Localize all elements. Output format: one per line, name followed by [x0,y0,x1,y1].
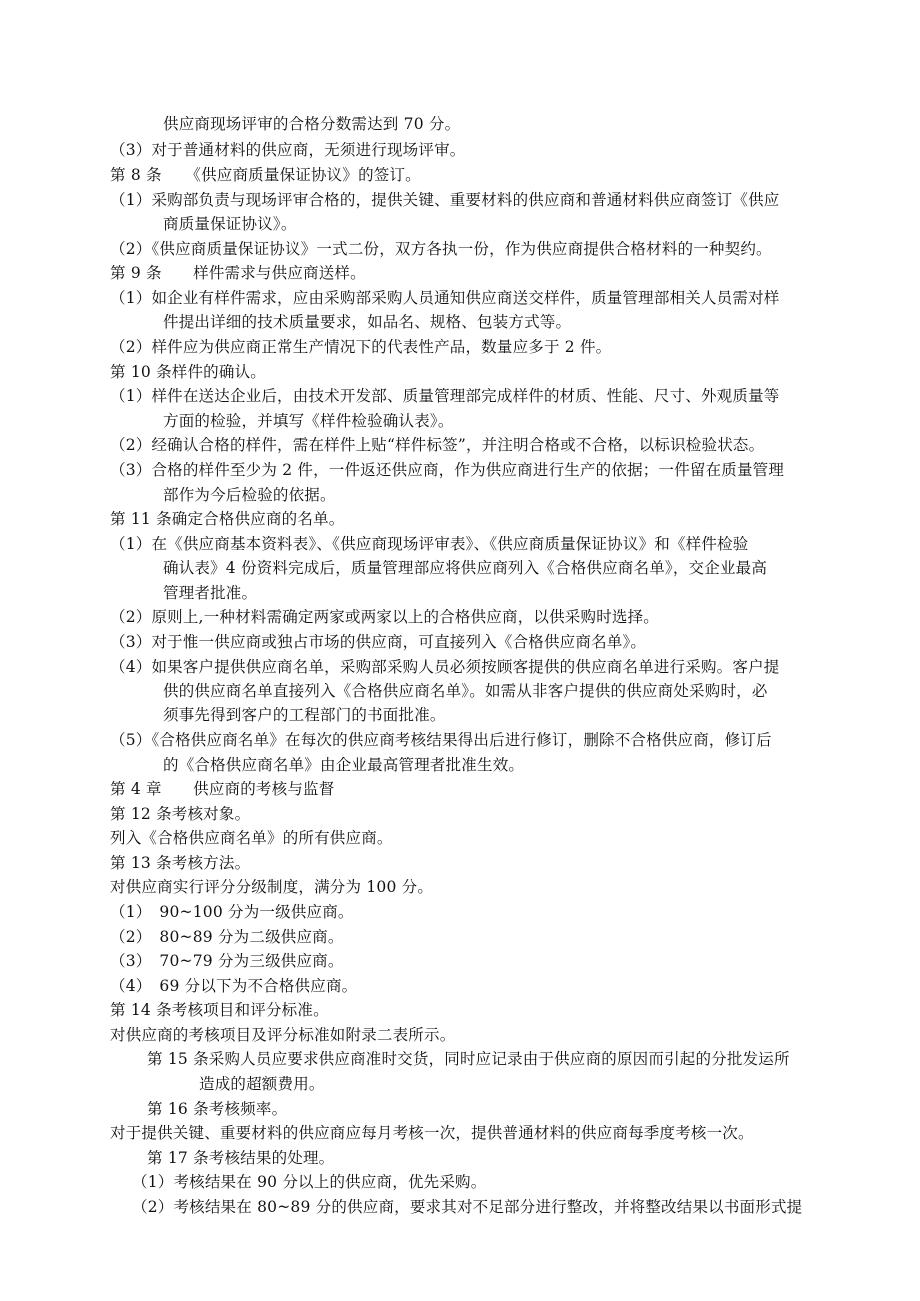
list-item: （3） 70~79 分为三级供应商。 [110,952,344,970]
list-item: （2） 80~89 分为二级供应商。 [110,928,344,946]
text-line: （1）在《供应商基本资料表》、《供应商现场评审表》、《供应商质量保证协议》和《样件检验 [110,535,749,553]
list-item: （1）考核结果在 90 分以上的供应商，优先采购。 [132,1173,487,1191]
section-heading: 第 11 条确定合格供应商的名单。 [110,510,345,528]
text-line: （1）采购部负责与现场评审合格的，提供关键、重要材料的供应商和普通材料供应商签订《供应 [110,191,780,209]
text-line: 对供应商实行评分分级制度，满分为 100 分。 [110,878,434,896]
text-line: （2）经确认合格的样件，需在样件上贴“样件标签”，并注明合格或不合格，以标识检验状态。 [110,436,765,454]
text-line: 对供应商的考核项目及评分标准如附录二表所示。 [110,1026,456,1044]
list-item: （4） 69 分以下为不合格供应商。 [110,977,358,995]
text-line: 方面的检验，并填写《样件检验确认表》。 [163,412,454,430]
list-item: （1） 90~100 分为一级供应商。 [110,903,354,921]
text-line: （2）原则上,一种材料需确定两家或两家以上的合格供应商，以供采购时选择。 [110,608,659,626]
section-heading: 第 10 条样件的确认。 [110,363,266,381]
section-heading: 第 14 条考核项目和评分标准。 [110,1001,329,1019]
section-heading: 第 12 条考核对象。 [110,805,251,823]
text-line: 商质量保证协议》。 [163,215,297,233]
section-heading: 第 16 条考核频率。 [147,1100,288,1118]
text-line: 须事先得到客户的工程部门的书面批准。 [163,706,446,724]
list-item: （2）考核结果在 80~89 分的供应商，要求其对不足部分进行整改，并将整改结果以书面形式提 [132,1198,803,1216]
text-line: 确认表》4 份资料完成后，质量管理部应将供应商列入《合格供应商名单》，交企业最高 [163,559,768,577]
text-line: 供的供应商名单直接列入《合格供应商名单》。如需从非客户提供的供应商处采购时，必 [163,682,768,700]
section-heading: 第 8 条 《供应商质量保证协议》的签订。 [110,166,421,184]
text-line: （3）合格的样件至少为 2 件，一件返还供应商，作为供应商进行生产的依据；一件留在质量管理 [110,461,785,479]
text-line: （1）样件在送达企业后，由技术开发部、质量管理部完成样件的材质、性能、尺寸、外观质量等 [110,387,780,405]
text-line: 造成的超额费用。 [199,1075,325,1093]
text-line: （5）《合格供应商名单》在每次的供应商考核结果得出后进行修订，删除不合格供应商，修订后 [110,731,772,749]
section-heading: 第 9 条 样件需求与供应商送样。 [110,264,366,282]
section-heading: 第 13 条考核方法。 [110,854,251,872]
text-line: 列入《合格供应商名单》的所有供应商。 [110,829,393,847]
text-line: 对于提供关键、重要材料的供应商应每月考核一次，提供普通材料的供应商每季度考核一次。 [110,1124,754,1142]
text-line: 管理者批准。 [163,584,258,602]
text-line: （2）样件应为供应商正常生产情况下的代表性产品，数量应多于 2 件。 [110,338,612,356]
text-line: 供应商现场评审的合格分数需达到 70 分。 [163,115,461,133]
section-heading: 第 17 条考核结果的处理。 [147,1149,335,1167]
text-line: （3）对于惟一供应商或独占市场的供应商，可直接列入《合格供应商名单》。 [110,633,647,651]
text-line: 件提出详细的技术质量要求，如品名、规格、包装方式等。 [163,313,572,331]
section-heading: 第 15 条采购人员应要求供应商准时交货，同时应记录由于供应商的原因而引起的分批发运所 [147,1050,790,1068]
text-line: 部作为今后检验的依据。 [163,486,336,504]
text-line: （4）如果客户提供供应商名单，采购部采购人员必须按顾客提供的供应商名单进行采购。客户提 [110,658,780,676]
text-line: 的《合格供应商名单》由企业最高管理者批准生效。 [163,756,525,774]
text-line: （2）《供应商质量保证协议》一式二份，双方各执一份，作为供应商提供合格材料的一种契约。 [110,240,772,258]
text-line: （1）如企业有样件需求，应由采购部采购人员通知供应商送交样件，质量管理部相关人员需对样 [110,289,780,307]
chapter-heading: 第 4 章 供应商的考核与监督 [110,780,335,798]
text-line: （3）对于普通材料的供应商，无须进行现场评审。 [110,141,466,159]
